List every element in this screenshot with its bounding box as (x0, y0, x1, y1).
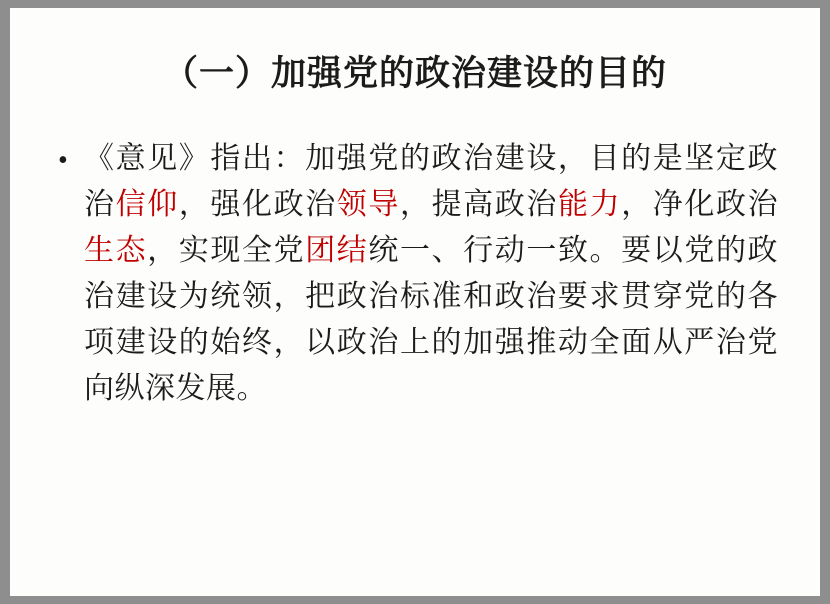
highlighted-text: 团结 (305, 234, 369, 267)
bullet-paragraph (84, 136, 778, 412)
bullet-marker-icon: • (58, 145, 68, 176)
slide-canvas (10, 8, 820, 596)
body-text: ，净化政治 (621, 188, 779, 221)
body-text: ，实现全党 (147, 234, 306, 267)
body-text: ，提高政治 (400, 188, 558, 221)
bullet-list-item (58, 136, 778, 412)
page-title: （一）加强党的政治建设的目的 (162, 54, 667, 93)
highlighted-text: 能力 (557, 188, 622, 221)
body-text: ，强化政治 (178, 188, 337, 221)
highlighted-text: 信仰 (115, 188, 179, 221)
body-text: 统一、行动一致。要以党的政治建设为统领，把政治标准和政治要求贯穿党的各项建设的始终，以政治上的加强推动全面从严治党向纵深发展。 (84, 234, 779, 405)
highlighted-text: 生态 (84, 234, 148, 267)
highlighted-text: 领导 (336, 188, 400, 221)
body-text: 《意见》指出：加强党的政治建设，目的是坚定政治 (84, 142, 778, 221)
